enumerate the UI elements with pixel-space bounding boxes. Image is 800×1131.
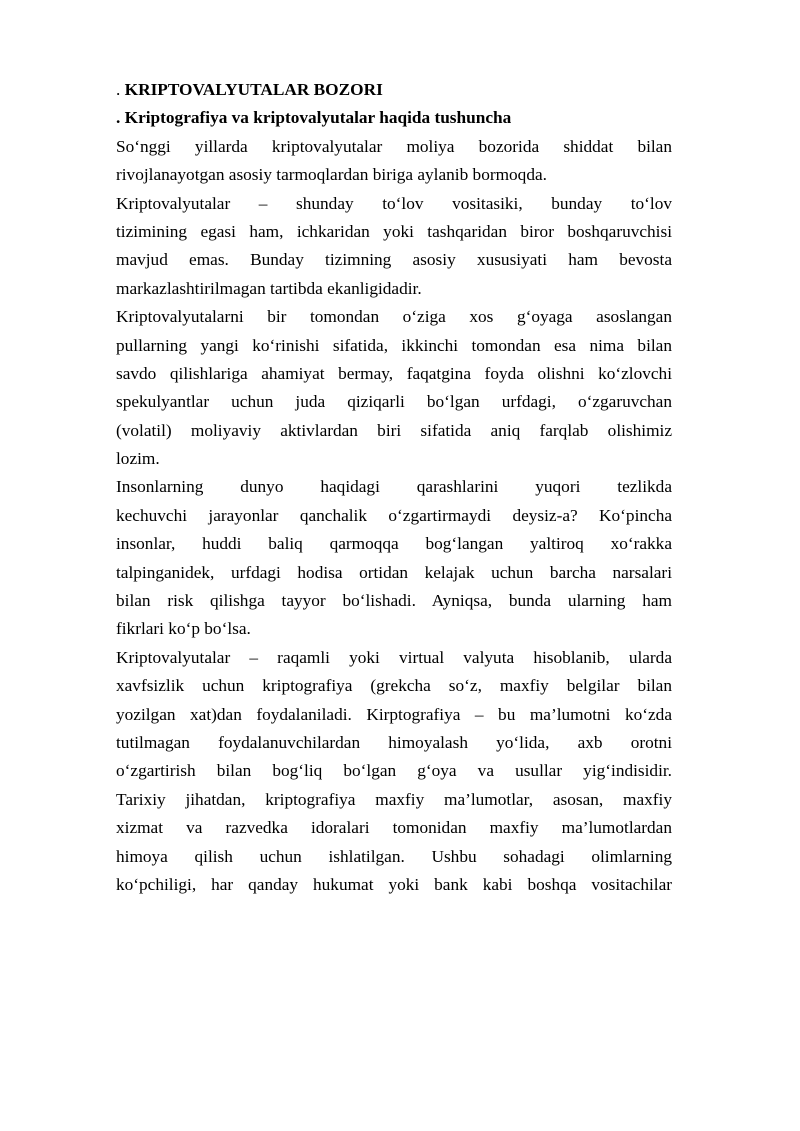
text-line: Kriptovalyutalar – raqamli yoki virtual valyuta hisoblanib, ularda [116,647,672,667]
text-line: tizimining egasi ham, ichkaridan yoki tashqaridan biror boshqaruvchisi [116,221,672,241]
text-line: talpinganidek, urfdagi hodisa ortidan kelajak uchun barcha narsalari [116,562,672,582]
document-page [116,76,672,899]
text-line: fikrlari ko‘p bo‘lsa. [116,619,251,639]
text-line: ko‘pchiligi, har qanday hukumat yoki bank kabi boshqa vositachilar [116,874,672,894]
subsection-heading: . Kriptografiya va kriptovalyutalar haqida tushuncha [116,108,512,128]
text-line: Kriptovalyutalar – shunday to‘lov vositasiki, bunday to‘lov [116,193,672,213]
text-line: pullarning yangi ko‘rinishi sifatida, ikkinchi tomondan esa nima bilan [116,335,672,355]
text-line: savdo qilishlariga ahamiyat bermay, faqatgina foyda olishni ko‘zlovchi [116,363,672,383]
text-line: Kriptovalyutalarni bir tomondan o‘ziga xos g‘oyaga asoslangan [116,307,672,327]
text-line: spekulyantlar uchun juda qiziqarli bo‘lgan urfdagi, o‘zgaruvchan [116,392,672,412]
text-line: markazlashtirilmagan tartibda ekanligidadir. [116,278,422,298]
text-line: So‘nggi yillarda kriptovalyutalar moliya bozorida shiddat bilan [116,136,672,156]
text-line: bilan risk qilishga tayyor bo‘lishadi. Ayniqsa, bunda ularning ham [116,591,672,611]
text-line: xizmat va razvedka idoralari tomonidan maxfiy ma’lumotlardan [116,818,672,838]
text-line: kechuvchi jarayonlar qanchalik o‘zgartirmaydi deysiz-a? Ko‘pincha [116,505,672,525]
text-line: xavfsizlik uchun kriptografiya (grekcha so‘z, maxfiy belgilar bilan [116,676,672,696]
heading-text: KRIPTOVALYUTALAR BOZORI [124,80,383,99]
text-line: himoya qilish uchun ishlatilgan. Ushbu sohadagi olimlarning [116,846,672,866]
text-line: yozilgan xat)dan foydalaniladi. Kirptografiya – bu ma’lumotni ko‘zda [116,704,672,724]
text-line: mavjud emas. Bunday tizimning asosiy xususiyati ham bevosta [116,250,672,270]
text-line: o‘zgartirish bilan bog‘liq bo‘lgan g‘oya va usullar yig‘indisidir. [116,761,672,781]
text-line: insonlar, huddi baliq qarmoqqa bog‘langan yaltiroq xo‘rakka [116,534,672,554]
section-heading [116,76,672,104]
text-line: lozim. [116,449,160,469]
text-line: Tarixiy jihatdan, kriptografiya maxfiy ma’lumotlar, asosan, maxfiy [116,789,672,809]
heading-prefix: . [116,80,125,99]
text-line: Insonlarning dunyo haqidagi qarashlarini yuqori tezlikda [116,477,672,497]
text-line: tutilmagan foydalanuvchilardan himoyalash yo‘lida, axb orotni [116,732,672,752]
text-line: rivojlanayotgan asosiy tarmoqlardan biriga aylanib bormoqda. [116,165,547,185]
text-line: (volatil) moliyaviy aktivlardan biri sifatida aniq farqlab olishimiz [116,420,672,440]
body-text [116,133,672,900]
